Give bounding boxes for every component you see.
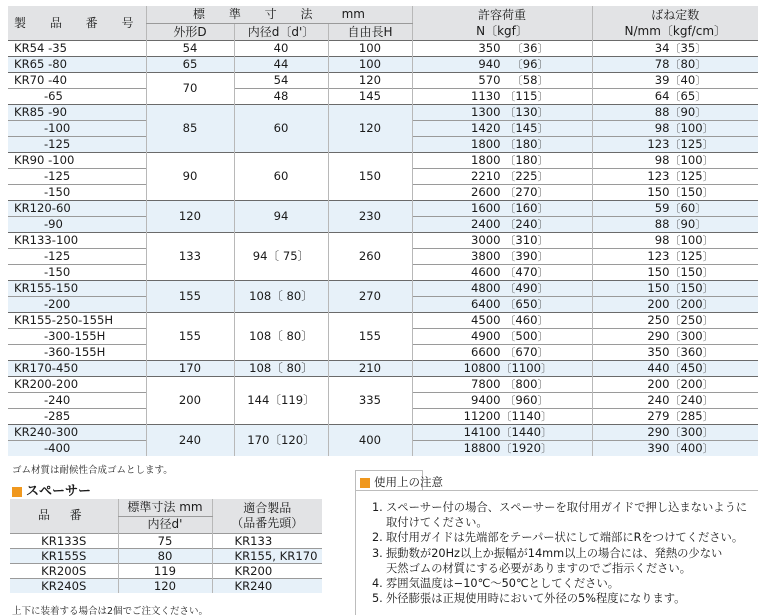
free-length: 400 — [328, 424, 412, 456]
allowable-load-n: 11200 — [463, 408, 501, 423]
allowable-load — [412, 104, 592, 120]
allowable-load-n: 4800 — [470, 280, 501, 295]
spacer-match: KR133 — [212, 533, 322, 548]
product-no: -150 — [8, 264, 146, 280]
table-row — [8, 280, 758, 296]
outer-diameter: 70 — [146, 72, 234, 104]
spring-constant-n: 290 — [647, 328, 670, 343]
inner-diameter: 108〔 80〕 — [234, 280, 328, 312]
outer-diameter: 65 — [146, 56, 234, 72]
product-no: -125 — [8, 136, 146, 152]
outer-diameter: 200 — [146, 376, 234, 424]
outer-diameter: 155 — [146, 312, 234, 360]
product-no: -150 — [8, 184, 146, 200]
spring-constant-n: 123 — [647, 136, 670, 151]
allowable-load — [412, 88, 592, 104]
inner-diameter: 54 — [234, 72, 328, 88]
spring-constant-kgf: 〔300〕 — [669, 424, 714, 439]
allowable-load — [412, 72, 592, 88]
note-line: 振動数が20Hz以上か振幅が14mm以上の場合には、発熱の少ない — [386, 546, 723, 560]
spring-constant-n: 150 — [647, 184, 670, 199]
allowable-load — [412, 376, 592, 392]
spring-constant-kgf: 〔360〕 — [669, 344, 714, 359]
allowable-load — [412, 312, 592, 328]
spring-constant-kgf: 〔100〕 — [669, 120, 714, 135]
allowable-load-kgf: 〔460〕 — [504, 312, 549, 327]
spacer-inner-diameter: 75 — [118, 533, 212, 548]
header-product-no: 製 品 番 号 — [8, 6, 146, 40]
outer-diameter: 170 — [146, 360, 234, 376]
spring-constant-n: 98 — [654, 120, 670, 135]
spring-constant — [592, 328, 758, 344]
allowable-load-n: 4500 — [470, 312, 501, 327]
spring-constant-kgf: 〔300〕 — [669, 328, 714, 343]
list-item — [372, 591, 747, 606]
allowable-load-n: 6600 — [470, 344, 501, 359]
spring-constant — [592, 264, 758, 280]
product-no: -100 — [8, 120, 146, 136]
allowable-load — [412, 56, 592, 72]
spring-constant-kgf: 〔150〕 — [669, 280, 714, 295]
free-length: 145 — [328, 88, 412, 104]
note-number: 1. — [372, 501, 383, 514]
spring-constant-kgf: 〔100〕 — [669, 232, 714, 247]
allowable-load-kgf: 〔1920〕 — [500, 440, 553, 455]
allowable-load — [412, 232, 592, 248]
spacer-no: KR155S — [10, 548, 118, 563]
table-row — [8, 360, 758, 376]
spring-constant-n: 440 — [647, 360, 670, 375]
spring-constant — [592, 408, 758, 424]
allowable-load-n: 4900 — [470, 328, 501, 343]
note-line: 取付用ガイドは先端部をテーパー状にして端部にRをつけてください。 — [386, 531, 744, 545]
spring-constant-kgf: 〔400〕 — [669, 440, 714, 455]
allowable-load-n: 1800 — [470, 152, 501, 167]
outer-diameter: 54 — [146, 40, 234, 56]
table-row — [10, 548, 322, 563]
allowable-load-n: 1600 — [470, 200, 501, 215]
spring-constant-kgf: 〔240〕 — [669, 392, 714, 407]
allowable-load — [412, 248, 592, 264]
allowable-load-n: 2600 — [470, 184, 501, 199]
spring-constant — [592, 280, 758, 296]
allowable-load-n: 1800 — [470, 136, 501, 151]
allowable-load-n: 570 — [478, 72, 501, 87]
list-item — [372, 546, 747, 576]
spring-constant — [592, 296, 758, 312]
note-number: 2. — [372, 531, 383, 545]
allowable-load-kgf: 〔1100〕 — [500, 360, 553, 375]
spring-constant-n: 290 — [647, 424, 670, 439]
allowable-load-kgf: 〔500〕 — [504, 328, 549, 343]
inner-diameter: 94〔 75〕 — [234, 232, 328, 280]
spring-constant-n: 39 — [654, 72, 670, 87]
spring-constant-n: 240 — [647, 392, 670, 407]
outer-diameter: 120 — [146, 200, 234, 232]
spring-spec-table — [8, 6, 758, 456]
outer-diameter: 85 — [146, 104, 234, 152]
outer-diameter: 155 — [146, 280, 234, 312]
header-load-unit: N〔kgf〕 — [412, 23, 592, 40]
note-line: スペーサー付の場合、スペーサーを取付用ガイドで押し込まないように — [386, 501, 748, 514]
spring-constant-n: 64 — [654, 88, 670, 103]
list-item — [372, 530, 747, 545]
allowable-load-kgf: 〔115〕 — [504, 88, 549, 103]
spring-constant-kgf: 〔150〕 — [669, 264, 714, 279]
table-row — [8, 424, 758, 440]
allowable-load-n: 2400 — [470, 216, 501, 231]
product-no: -300-155H — [8, 328, 146, 344]
spring-constant-kgf: 〔250〕 — [669, 312, 714, 327]
free-length: 230 — [328, 200, 412, 232]
inner-diameter: 144〔119〕 — [234, 376, 328, 424]
product-no: -285 — [8, 408, 146, 424]
spacer-inner-diameter: 120 — [118, 578, 212, 593]
outer-diameter: 240 — [146, 424, 234, 456]
allowable-load-n: 18800 — [463, 440, 501, 455]
spring-constant-n: 34 — [654, 40, 670, 55]
free-length: 150 — [328, 152, 412, 200]
inner-diameter: 44 — [234, 56, 328, 72]
product-no: KR240-300 — [8, 424, 146, 440]
spring-constant — [592, 440, 758, 456]
spacer-no: KR240S — [10, 578, 118, 593]
spring-constant — [592, 376, 758, 392]
allowable-load — [412, 328, 592, 344]
header-outer-d: 外形D — [146, 23, 234, 40]
allowable-load — [412, 200, 592, 216]
outer-diameter: 133 — [146, 232, 234, 280]
allowable-load — [412, 296, 592, 312]
spring-constant-kgf: 〔100〕 — [669, 152, 714, 167]
allowable-load — [412, 408, 592, 424]
spring-constant-n: 88 — [654, 216, 670, 231]
allowable-load — [412, 392, 592, 408]
allowable-load-kgf: 〔180〕 — [504, 152, 549, 167]
header-std-dims: 標 準 寸 法 mm — [146, 6, 412, 23]
spring-constant-kgf: 〔150〕 — [669, 184, 714, 199]
spacer-section-title: スペーサー — [12, 480, 91, 499]
product-no: KR54 -35 — [8, 40, 146, 56]
product-no: KR70 -40 — [8, 72, 146, 88]
product-no: -400 — [8, 440, 146, 456]
spring-constant — [592, 152, 758, 168]
allowable-load-kgf: 〔36〕 — [511, 40, 549, 55]
product-no: KR85 -90 — [8, 104, 146, 120]
allowable-load-kgf: 〔180〕 — [504, 136, 549, 151]
allowable-load-n: 1420 — [470, 120, 501, 135]
allowable-load-n: 7800 — [470, 376, 501, 391]
spring-constant-kgf: 〔125〕 — [669, 168, 714, 183]
spring-constant-n: 78 — [654, 56, 670, 71]
spring-constant-n: 98 — [654, 232, 670, 247]
spring-constant — [592, 424, 758, 440]
product-no: KR120-60 — [8, 200, 146, 216]
allowable-load-kgf: 〔225〕 — [504, 168, 549, 183]
spring-constant-kgf: 〔125〕 — [669, 136, 714, 151]
spring-constant-n: 350 — [647, 344, 670, 359]
allowable-load-kgf: 〔650〕 — [504, 296, 549, 311]
material-footnote: ゴム材質は耐候性合成ゴムとします。 — [12, 465, 173, 476]
allowable-load-kgf: 〔1140〕 — [500, 408, 553, 423]
note-number: 3. — [372, 546, 383, 560]
spring-constant-kgf: 〔200〕 — [669, 296, 714, 311]
allowable-load — [412, 168, 592, 184]
spring-constant-kgf: 〔65〕 — [669, 88, 707, 103]
spring-constant — [592, 344, 758, 360]
spring-constant — [592, 136, 758, 152]
free-length: 335 — [328, 376, 412, 424]
header-spring-title: ばね定数 — [592, 6, 758, 23]
spring-constant — [592, 392, 758, 408]
allowable-load-kgf: 〔490〕 — [504, 280, 549, 295]
product-no: -90 — [8, 216, 146, 232]
allowable-load-kgf: 〔390〕 — [504, 248, 549, 263]
spring-constant-n: 98 — [654, 152, 670, 167]
allowable-load-n: 10800 — [463, 360, 501, 375]
table-row — [10, 533, 322, 548]
allowable-load — [412, 120, 592, 136]
allowable-load — [412, 152, 592, 168]
spring-constant-kgf: 〔200〕 — [669, 376, 714, 391]
allowable-load — [412, 360, 592, 376]
table-row — [8, 56, 758, 72]
allowable-load-kgf: 〔470〕 — [504, 264, 549, 279]
allowable-load-n: 3000 — [470, 232, 501, 247]
spring-constant-kgf: 〔450〕 — [669, 360, 714, 375]
product-no: -65 — [8, 88, 146, 104]
allowable-load-kgf: 〔240〕 — [504, 216, 549, 231]
product-no: -125 — [8, 248, 146, 264]
spring-constant-kgf: 〔80〕 — [669, 56, 707, 71]
table-row — [8, 376, 758, 392]
note-number: 4. — [372, 577, 383, 591]
free-length: 100 — [328, 56, 412, 72]
product-no: KR155-250-155H — [8, 312, 146, 328]
spring-constant — [592, 120, 758, 136]
spacer-inner-diameter: 119 — [118, 563, 212, 578]
product-no: KR155-150 — [8, 280, 146, 296]
free-length: 120 — [328, 104, 412, 152]
product-no: -360-155H — [8, 344, 146, 360]
spring-constant — [592, 40, 758, 56]
spacer-header-std: 標準寸法 mm — [118, 499, 212, 516]
spacer-match: KR155, KR170 — [212, 548, 322, 563]
spring-constant-kgf: 〔125〕 — [669, 248, 714, 263]
allowable-load-n: 3800 — [470, 248, 501, 263]
spring-constant-n: 123 — [647, 248, 670, 263]
allowable-load-kgf: 〔800〕 — [504, 376, 549, 391]
product-no: KR90 -100 — [8, 152, 146, 168]
allowable-load — [412, 280, 592, 296]
spacer-table — [10, 499, 322, 593]
header-free-len: 自由長H — [328, 23, 412, 40]
allowable-load-kgf: 〔58〕 — [511, 72, 549, 87]
spring-constant-n: 279 — [647, 408, 670, 423]
free-length: 270 — [328, 280, 412, 312]
orange-square-icon — [360, 478, 370, 488]
inner-diameter: 108〔 80〕 — [234, 312, 328, 360]
spacer-match: KR240 — [212, 578, 322, 593]
inner-diameter: 170〔120〕 — [234, 424, 328, 456]
spring-constant — [592, 248, 758, 264]
spring-constant-n: 123 — [647, 168, 670, 183]
spacer-header-no: 品 番 — [10, 499, 118, 533]
table-row — [10, 578, 322, 593]
free-length: 260 — [328, 232, 412, 280]
notes-title: 使用上の注意 — [360, 474, 443, 490]
spring-constant — [592, 168, 758, 184]
table-row — [8, 232, 758, 248]
spring-constant-n: 59 — [654, 200, 670, 215]
list-item — [372, 576, 747, 591]
spring-constant-kgf: 〔60〕 — [669, 200, 707, 215]
spring-constant — [592, 88, 758, 104]
outer-diameter: 90 — [146, 152, 234, 200]
table-row — [8, 40, 758, 56]
table-row — [8, 200, 758, 216]
table-row — [10, 563, 322, 578]
spring-constant-n: 88 — [654, 104, 670, 119]
allowable-load-kgf: 〔160〕 — [504, 200, 549, 215]
spring-constant — [592, 104, 758, 120]
table-row — [8, 104, 758, 120]
spring-constant-kgf: 〔35〕 — [669, 40, 707, 55]
inner-diameter: 48 — [234, 88, 328, 104]
header-spring-unit: N/mm〔kgf/cm〕 — [592, 23, 758, 40]
note-line: 外径膨張は正規使用時において外径の5%程度になります。 — [386, 592, 686, 606]
allowable-load-n: 6400 — [470, 296, 501, 311]
allowable-load — [412, 440, 592, 456]
spring-constant-n: 150 — [647, 280, 670, 295]
spring-constant — [592, 184, 758, 200]
spring-constant-n: 250 — [647, 312, 670, 327]
allowable-load — [412, 184, 592, 200]
note-line: 雰囲気温度は−10℃〜50℃としてください。 — [386, 577, 620, 591]
header-load-title: 許容荷重 — [412, 6, 592, 23]
product-no: KR170-450 — [8, 360, 146, 376]
spring-constant-n: 200 — [647, 376, 670, 391]
header-inner-d: 内径d〔d'〕 — [234, 23, 328, 40]
inner-diameter: 108〔 80〕 — [234, 360, 328, 376]
allowable-load-n: 4600 — [470, 264, 501, 279]
spring-constant-kgf: 〔285〕 — [669, 408, 714, 423]
product-no: -125 — [8, 168, 146, 184]
allowable-load-n: 9400 — [470, 392, 501, 407]
product-no: -240 — [8, 392, 146, 408]
spring-constant — [592, 232, 758, 248]
allowable-load-n: 1300 — [470, 104, 501, 119]
free-length: 120 — [328, 72, 412, 88]
table-row — [8, 72, 758, 88]
spacer-match: KR200 — [212, 563, 322, 578]
spacer-inner-diameter: 80 — [118, 548, 212, 563]
allowable-load — [412, 424, 592, 440]
allowable-load-n: 940 — [478, 56, 501, 71]
inner-diameter: 60 — [234, 104, 328, 152]
allowable-load-n: 350 — [478, 40, 501, 55]
allowable-load-n: 2210 — [470, 168, 501, 183]
allowable-load-kgf: 〔1440〕 — [500, 424, 553, 439]
spacer-no: KR133S — [10, 533, 118, 548]
allowable-load-kgf: 〔670〕 — [504, 344, 549, 359]
spring-constant-kgf: 〔40〕 — [669, 72, 707, 87]
table-row — [8, 88, 758, 104]
spring-constant — [592, 200, 758, 216]
spacer-header-match: 適合製品 （品番先頭） — [212, 499, 322, 533]
spacer-footnote: 上下に装着する場合は2個でご注文ください。 — [12, 606, 209, 615]
inner-diameter: 94 — [234, 200, 328, 232]
table-row — [8, 152, 758, 168]
spring-constant — [592, 72, 758, 88]
allowable-load — [412, 344, 592, 360]
table-row — [8, 312, 758, 328]
inner-diameter: 40 — [234, 40, 328, 56]
note-number: 5. — [372, 592, 383, 606]
allowable-load-n: 14100 — [463, 424, 501, 439]
product-no: KR200-200 — [8, 376, 146, 392]
allowable-load-kgf: 〔130〕 — [504, 104, 549, 119]
note-line: 天然ゴムの材質にする必要がありますのでご指示ください。 — [386, 561, 692, 575]
allowable-load — [412, 216, 592, 232]
spring-constant-n: 150 — [647, 264, 670, 279]
usage-notes-list — [372, 500, 747, 606]
free-length: 100 — [328, 40, 412, 56]
allowable-load-kgf: 〔145〕 — [504, 120, 549, 135]
allowable-load-n: 1130 — [470, 88, 501, 103]
spacer-header-inner: 内径d' — [118, 516, 212, 533]
inner-diameter: 60 — [234, 152, 328, 200]
spring-constant — [592, 56, 758, 72]
allowable-load-kgf: 〔270〕 — [504, 184, 549, 199]
spacer-no: KR200S — [10, 563, 118, 578]
product-no: KR133-100 — [8, 232, 146, 248]
spring-constant-n: 200 — [647, 296, 670, 311]
note-line: 取付けてください。 — [386, 516, 488, 530]
allowable-load — [412, 264, 592, 280]
spring-constant-kgf: 〔90〕 — [669, 104, 707, 119]
free-length: 155 — [328, 312, 412, 360]
spring-constant — [592, 216, 758, 232]
spring-constant — [592, 312, 758, 328]
orange-square-icon — [12, 487, 22, 497]
spring-constant — [592, 360, 758, 376]
spring-constant-n: 390 — [647, 440, 670, 455]
list-item — [372, 500, 747, 530]
free-length: 210 — [328, 360, 412, 376]
allowable-load — [412, 136, 592, 152]
product-no: -200 — [8, 296, 146, 312]
spring-constant-kgf: 〔90〕 — [669, 216, 707, 231]
allowable-load-kgf: 〔96〕 — [511, 56, 549, 71]
allowable-load-kgf: 〔960〕 — [504, 392, 549, 407]
allowable-load-kgf: 〔310〕 — [504, 232, 549, 247]
product-no: KR65 -80 — [8, 56, 146, 72]
allowable-load — [412, 40, 592, 56]
